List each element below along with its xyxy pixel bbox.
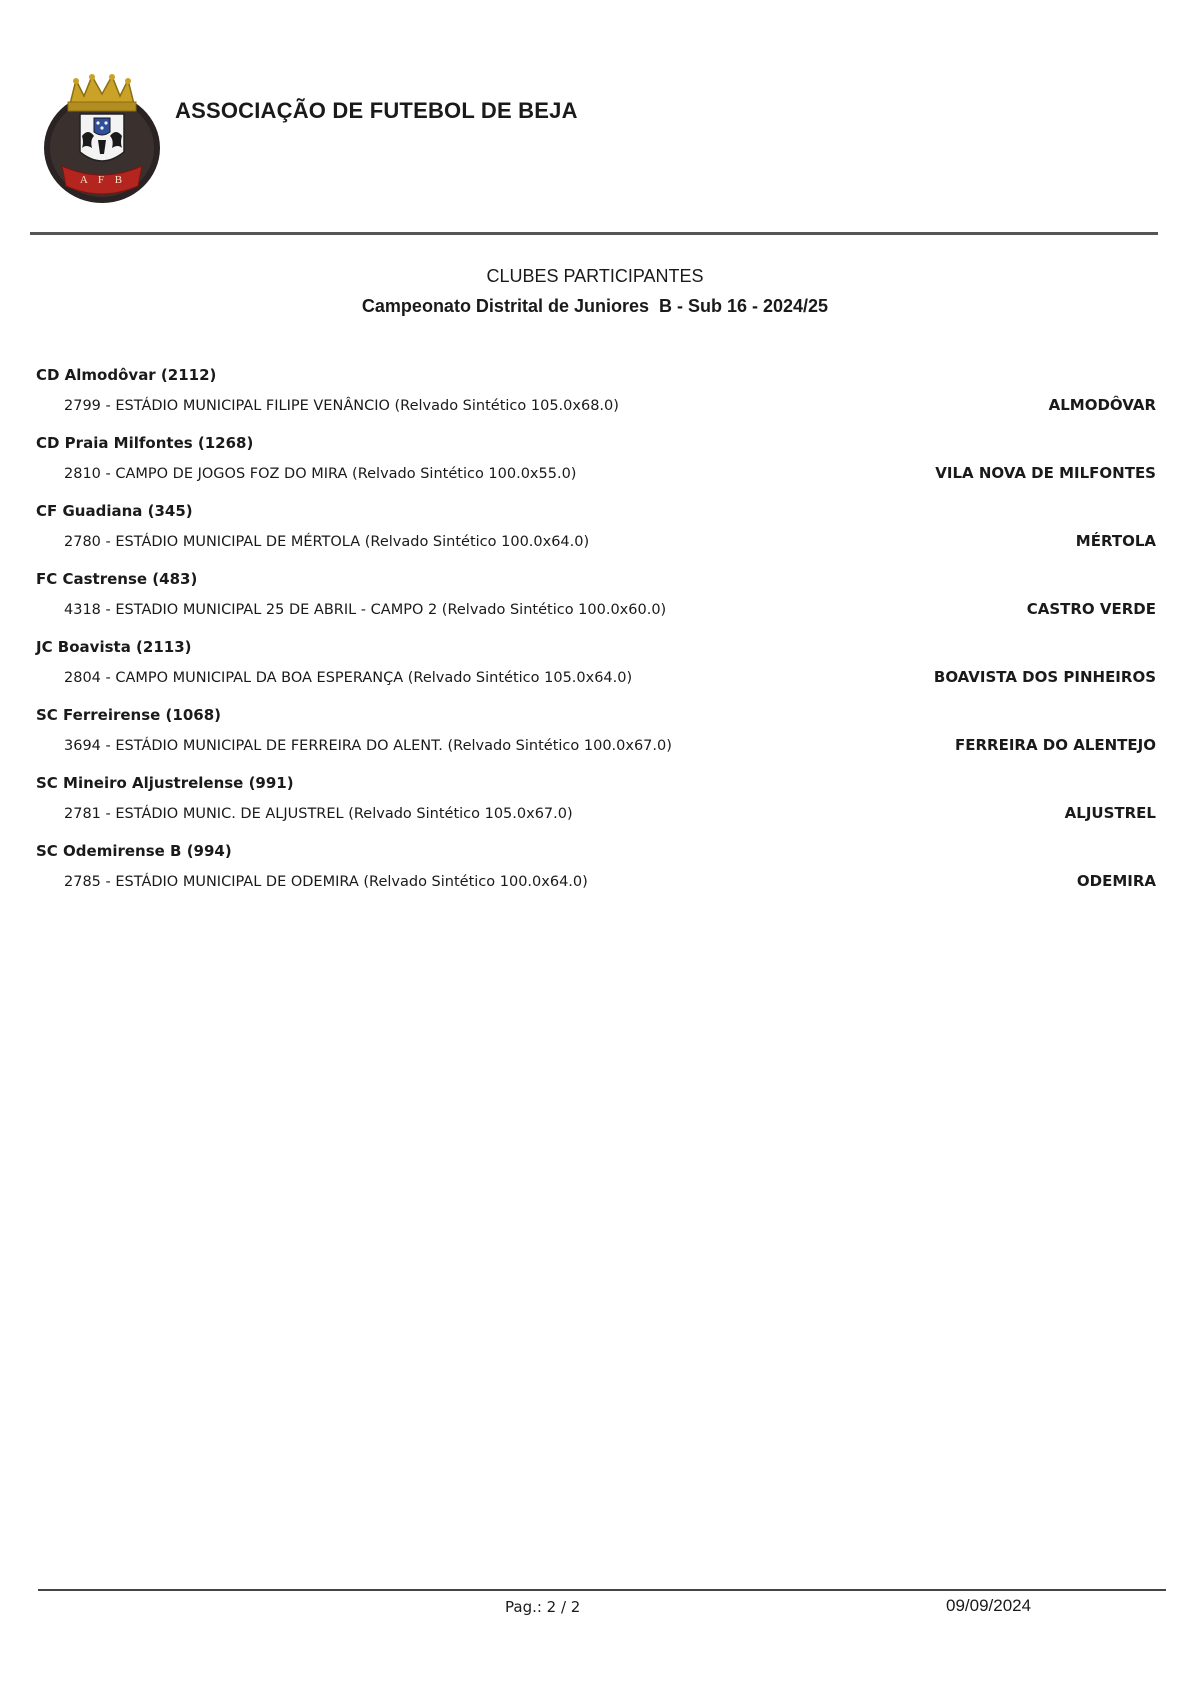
- venue-row: [36, 806, 1156, 828]
- association-logo: [40, 70, 170, 205]
- club-name: CF Guadiana (345): [36, 502, 193, 520]
- club-name: SC Odemirense B (994): [36, 842, 232, 860]
- list-item: [36, 704, 1156, 772]
- venue-city: MÉRTOLA: [1075, 532, 1156, 550]
- venue-details: 2785 - ESTÁDIO MUNICIPAL DE ODEMIRA (Relvado Sintético 100.0x64.0): [64, 874, 588, 890]
- venue-row: [36, 738, 1156, 760]
- venue-row: [36, 602, 1156, 624]
- venue-city: ALMODÔVAR: [1048, 396, 1156, 414]
- venue-row: [36, 466, 1156, 488]
- venue-city: BOAVISTA DOS PINHEIROS: [933, 668, 1156, 686]
- footer-divider: [38, 1589, 1166, 1591]
- list-item: [36, 636, 1156, 704]
- venue-row: [36, 670, 1156, 692]
- venue-row: [36, 534, 1156, 556]
- venue-row: [36, 874, 1156, 896]
- print-date: 09/09/2024: [946, 1596, 1032, 1615]
- venue-details: 2781 - ESTÁDIO MUNIC. DE ALJUSTREL (Relvado Sintético 105.0x67.0): [64, 806, 573, 822]
- page-number: Pag.: 2 / 2: [505, 1598, 581, 1616]
- venue-details: 4318 - ESTADIO MUNICIPAL 25 DE ABRIL - CAMPO 2 (Relvado Sintético 100.0x60.0): [64, 602, 667, 618]
- list-item: [36, 432, 1156, 500]
- logo-text: A F B: [79, 174, 127, 186]
- venue-city: VILA NOVA DE MILFONTES: [935, 464, 1156, 482]
- club-name: SC Mineiro Aljustrelense (991): [36, 774, 294, 792]
- venue-details: 2810 - CAMPO DE JOGOS FOZ DO MIRA (Relvado Sintético 100.0x55.0): [64, 466, 577, 482]
- header-divider: [30, 232, 1158, 235]
- document-subtitle: Campeonato Distrital de Juniores B - Sub 16 - 2024/25: [361, 296, 829, 316]
- club-name: JC Boavista (2113): [36, 638, 192, 656]
- organization-name: ASSOCIAÇÃO DE FUTEBOL DE BEJA: [175, 98, 578, 123]
- list-item: [36, 772, 1156, 840]
- venue-details: 2799 - ESTÁDIO MUNICIPAL FILIPE VENÂNCIO (Relvado Sintético 105.0x68.0): [64, 398, 619, 414]
- venue-city: ALJUSTREL: [1064, 804, 1156, 822]
- list-item: [36, 364, 1156, 432]
- club-name: FC Castrense (483): [36, 570, 198, 588]
- venue-row: [36, 398, 1156, 420]
- list-item: [36, 568, 1156, 636]
- venue-city: FERREIRA DO ALENTEJO: [954, 736, 1156, 754]
- club-name: CD Almodôvar (2112): [36, 366, 217, 384]
- club-list: [36, 364, 1156, 908]
- club-name: SC Ferreirense (1068): [36, 706, 221, 724]
- club-name: CD Praia Milfontes (1268): [36, 434, 254, 452]
- list-item: [36, 500, 1156, 568]
- document-title: CLUBES PARTICIPANTES: [486, 266, 704, 286]
- venue-details: 2780 - ESTÁDIO MUNICIPAL DE MÉRTOLA (Relvado Sintético 100.0x64.0): [64, 534, 590, 550]
- venue-details: 2804 - CAMPO MUNICIPAL DA BOA ESPERANÇA (Relvado Sintético 105.0x64.0): [64, 670, 633, 686]
- venue-details: 3694 - ESTÁDIO MUNICIPAL DE FERREIRA DO ALENT. (Relvado Sintético 100.0x67.0): [64, 738, 672, 754]
- venue-city: ODEMIRA: [1076, 872, 1156, 890]
- list-item: [36, 840, 1156, 908]
- venue-city: CASTRO VERDE: [1026, 600, 1156, 618]
